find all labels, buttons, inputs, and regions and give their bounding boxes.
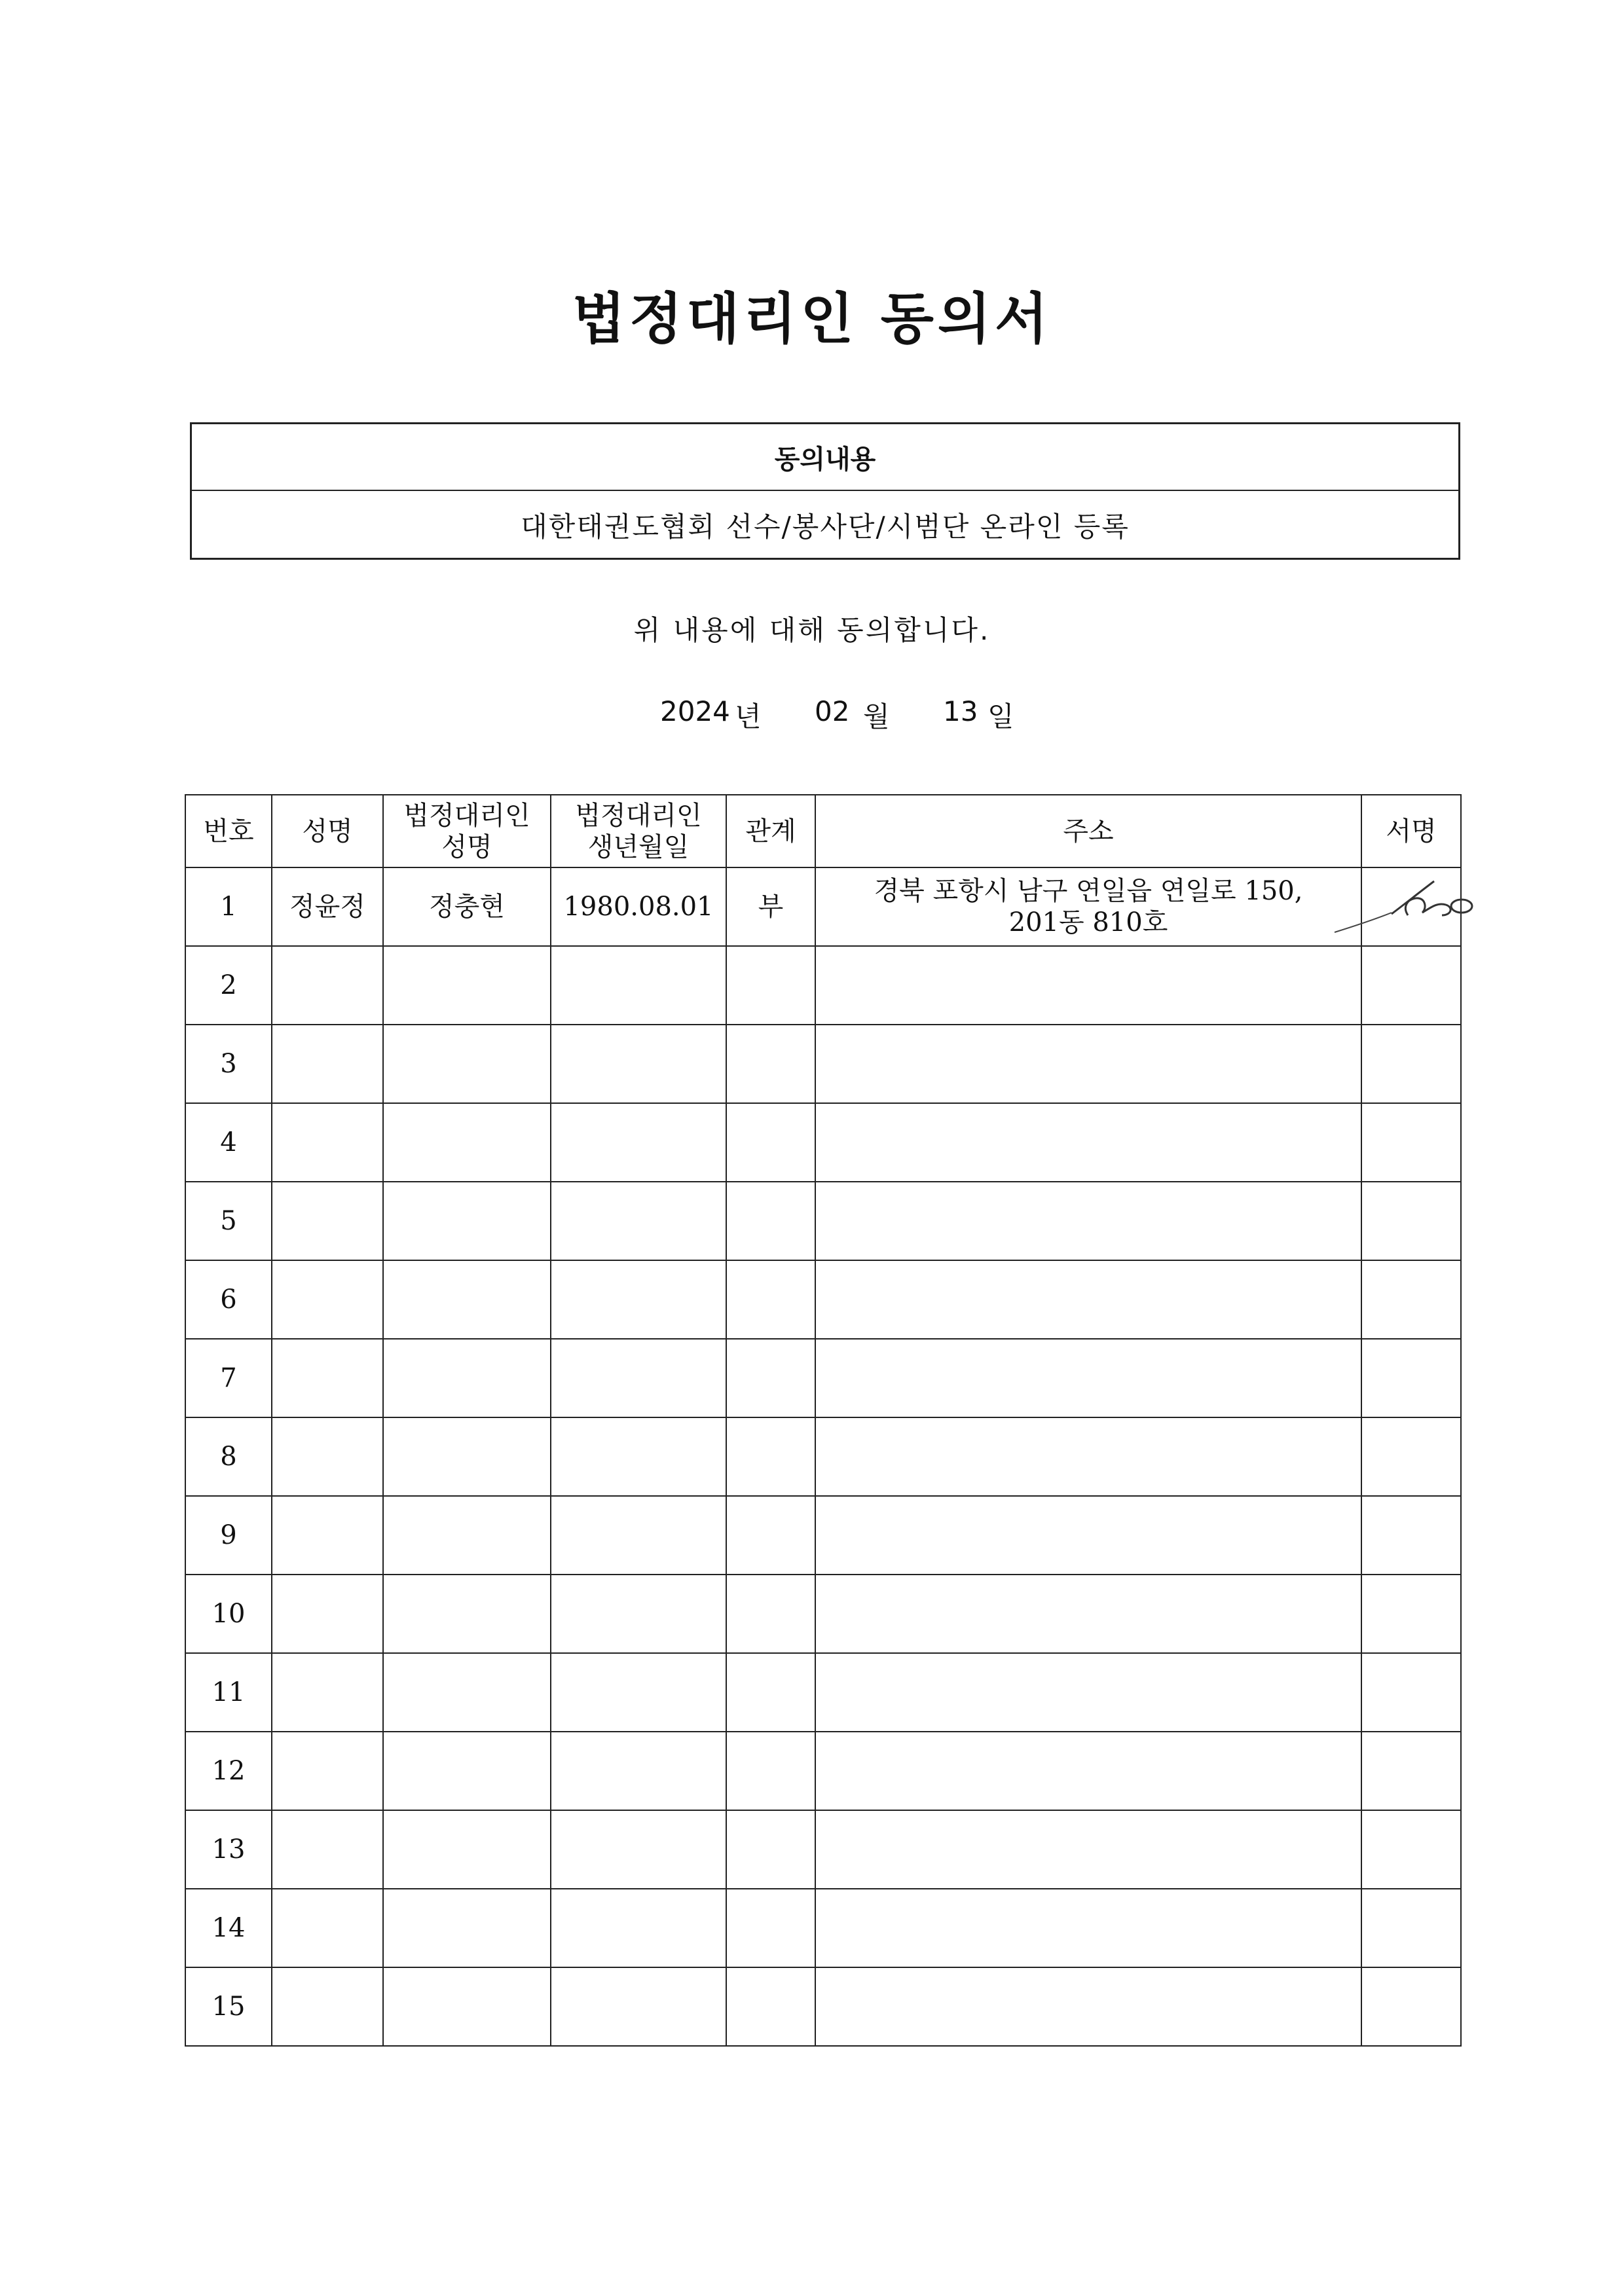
cell-guardian-name (383, 1575, 551, 1653)
cell-no: 12 (185, 1732, 272, 1810)
cell-no: 14 (185, 1889, 272, 1967)
cell-signature (1361, 1967, 1461, 2046)
cell-signature (1361, 1339, 1461, 1417)
cell-name (272, 946, 383, 1025)
header-guardian-name (383, 795, 551, 867)
cell-guardian-birth (551, 1967, 726, 2046)
table-row (185, 1889, 1461, 1967)
cell-name (272, 1260, 383, 1339)
cell-guardian-birth (551, 1732, 726, 1810)
cell-address (815, 1653, 1361, 1732)
date-month: 02 (815, 695, 850, 727)
cell-guardian-birth (551, 1810, 726, 1889)
table-row (185, 1182, 1461, 1260)
cell-no: 13 (185, 1810, 272, 1889)
consent-content: 대한태권도협회 선수/봉사단/시범단 온라인 등록 (521, 511, 1130, 543)
cell-guardian-birth (551, 1889, 726, 1967)
cell-address (815, 946, 1361, 1025)
cell-guardian-name (383, 1496, 551, 1575)
cell-signature (1361, 867, 1461, 946)
cell-guardian-birth (551, 1182, 726, 1260)
cell-guardian-name: 정충현 (383, 867, 551, 946)
cell-address (815, 1025, 1361, 1103)
cell-address (815, 1575, 1361, 1653)
cell-guardian-birth (551, 1260, 726, 1339)
cell-signature (1361, 1810, 1461, 1889)
cell-guardian-birth (551, 1575, 726, 1653)
cell-address (815, 867, 1361, 946)
header-no: 번호 (185, 795, 272, 867)
cell-name (272, 1496, 383, 1575)
cell-address-line1: 경북 포항시 남구 연일읍 연일로 150, (874, 876, 1303, 906)
cell-guardian-name (383, 946, 551, 1025)
cell-no: 7 (185, 1339, 272, 1417)
cell-name (272, 1889, 383, 1967)
cell-relation: 부 (726, 867, 815, 946)
table-row (185, 1417, 1461, 1496)
cell-relation (726, 946, 815, 1025)
cell-guardian-birth (551, 946, 726, 1025)
cell-name (272, 1103, 383, 1182)
cell-address (815, 1810, 1361, 1889)
table-row (185, 1575, 1461, 1653)
date-day-unit: 일 (987, 701, 1014, 733)
cell-relation (726, 1103, 815, 1182)
cell-signature (1361, 1103, 1461, 1182)
cell-address (815, 1260, 1361, 1339)
table-row (185, 1732, 1461, 1810)
cell-guardian-name (383, 1025, 551, 1103)
cell-no: 2 (185, 946, 272, 1025)
cell-relation (726, 1496, 815, 1575)
header-guardian-name-line2: 성명 (441, 831, 492, 862)
cell-guardian-birth (551, 1025, 726, 1103)
cell-signature (1361, 1575, 1461, 1653)
table-row (185, 1103, 1461, 1182)
cell-name (272, 1810, 383, 1889)
cell-name (272, 1339, 383, 1417)
cell-name (272, 1417, 383, 1496)
agreement-text: 위 내용에 대해 동의합니다. (633, 614, 991, 646)
cell-address (815, 1103, 1361, 1182)
cell-relation (726, 1417, 815, 1496)
cell-signature (1361, 1025, 1461, 1103)
cell-address (815, 1967, 1361, 2046)
table-row (185, 1339, 1461, 1417)
cell-no: 11 (185, 1653, 272, 1732)
cell-guardian-name (383, 1653, 551, 1732)
cell-guardian-name (383, 1732, 551, 1810)
cell-guardian-name (383, 1810, 551, 1889)
cell-address (815, 1182, 1361, 1260)
cell-guardian-name (383, 1417, 551, 1496)
cell-relation (726, 1889, 815, 1967)
table-row (185, 1496, 1461, 1575)
cell-signature (1361, 1417, 1461, 1496)
table-row (185, 1810, 1461, 1889)
cell-no: 8 (185, 1417, 272, 1496)
cell-no: 15 (185, 1967, 272, 2046)
table-row (185, 1260, 1461, 1339)
handwritten-signature (1329, 875, 1480, 940)
header-guardian-name-line1: 법정대리인 (403, 800, 530, 831)
cell-no: 5 (185, 1182, 272, 1260)
cell-name: 정윤정 (272, 867, 383, 946)
cell-guardian-birth (551, 1339, 726, 1417)
cell-relation (726, 1810, 815, 1889)
cell-address (815, 1339, 1361, 1417)
document-title: 법정대리인 동의서 (572, 287, 1052, 351)
cell-signature (1361, 1889, 1461, 1967)
cell-no: 1 (185, 867, 272, 946)
date-year-unit: 년 (735, 701, 762, 733)
cell-relation (726, 1732, 815, 1810)
table-row (185, 1967, 1461, 2046)
cell-address (815, 1732, 1361, 1810)
header-signature: 서명 (1361, 795, 1461, 867)
cell-name (272, 1967, 383, 2046)
cell-signature (1361, 1732, 1461, 1810)
cell-address (815, 1889, 1361, 1967)
cell-no: 9 (185, 1496, 272, 1575)
date-line (0, 695, 1624, 735)
cell-guardian-birth (551, 1417, 726, 1496)
cell-no: 6 (185, 1260, 272, 1339)
cell-no: 3 (185, 1025, 272, 1103)
cell-no: 4 (185, 1103, 272, 1182)
cell-address (815, 1496, 1361, 1575)
cell-name (272, 1025, 383, 1103)
cell-signature (1361, 1653, 1461, 1732)
header-address: 주소 (815, 795, 1361, 867)
header-relation: 관계 (726, 795, 815, 867)
cell-guardian-name (383, 1967, 551, 2046)
table-row (185, 1025, 1461, 1103)
cell-guardian-birth (551, 1103, 726, 1182)
header-name: 성명 (272, 795, 383, 867)
cell-relation (726, 1339, 815, 1417)
cell-signature (1361, 1260, 1461, 1339)
consent-box (190, 422, 1460, 560)
header-guardian-birth-line2: 생년월일 (587, 831, 690, 862)
table-header-row (185, 795, 1461, 867)
header-guardian-birth (551, 795, 726, 867)
cell-address-line2: 201동 810호 (1008, 907, 1168, 938)
header-guardian-birth-line1: 법정대리인 (575, 800, 702, 831)
cell-signature (1361, 946, 1461, 1025)
cell-relation (726, 1025, 815, 1103)
cell-relation (726, 1182, 815, 1260)
table-row (185, 1653, 1461, 1732)
cell-name (272, 1575, 383, 1653)
cell-guardian-name (383, 1182, 551, 1260)
cell-name (272, 1732, 383, 1810)
cell-guardian-name (383, 1260, 551, 1339)
cell-guardian-birth (551, 1653, 726, 1732)
cell-guardian-birth (551, 1496, 726, 1575)
date-month-unit: 월 (863, 701, 890, 733)
guardian-table (185, 794, 1462, 2047)
cell-name (272, 1653, 383, 1732)
cell-address (815, 1417, 1361, 1496)
date-day: 13 (943, 695, 978, 727)
cell-relation (726, 1260, 815, 1339)
table-row (185, 946, 1461, 1025)
cell-guardian-name (383, 1889, 551, 1967)
table-row (185, 867, 1461, 946)
cell-guardian-name (383, 1103, 551, 1182)
consent-header: 동의내용 (192, 424, 1458, 491)
cell-relation (726, 1575, 815, 1653)
cell-no: 10 (185, 1575, 272, 1653)
cell-guardian-name (383, 1339, 551, 1417)
cell-guardian-birth: 1980.08.01 (551, 867, 726, 946)
date-year: 2024 (660, 695, 730, 727)
cell-name (272, 1182, 383, 1260)
cell-signature (1361, 1182, 1461, 1260)
cell-signature (1361, 1496, 1461, 1575)
cell-relation (726, 1653, 815, 1732)
cell-relation (726, 1967, 815, 2046)
